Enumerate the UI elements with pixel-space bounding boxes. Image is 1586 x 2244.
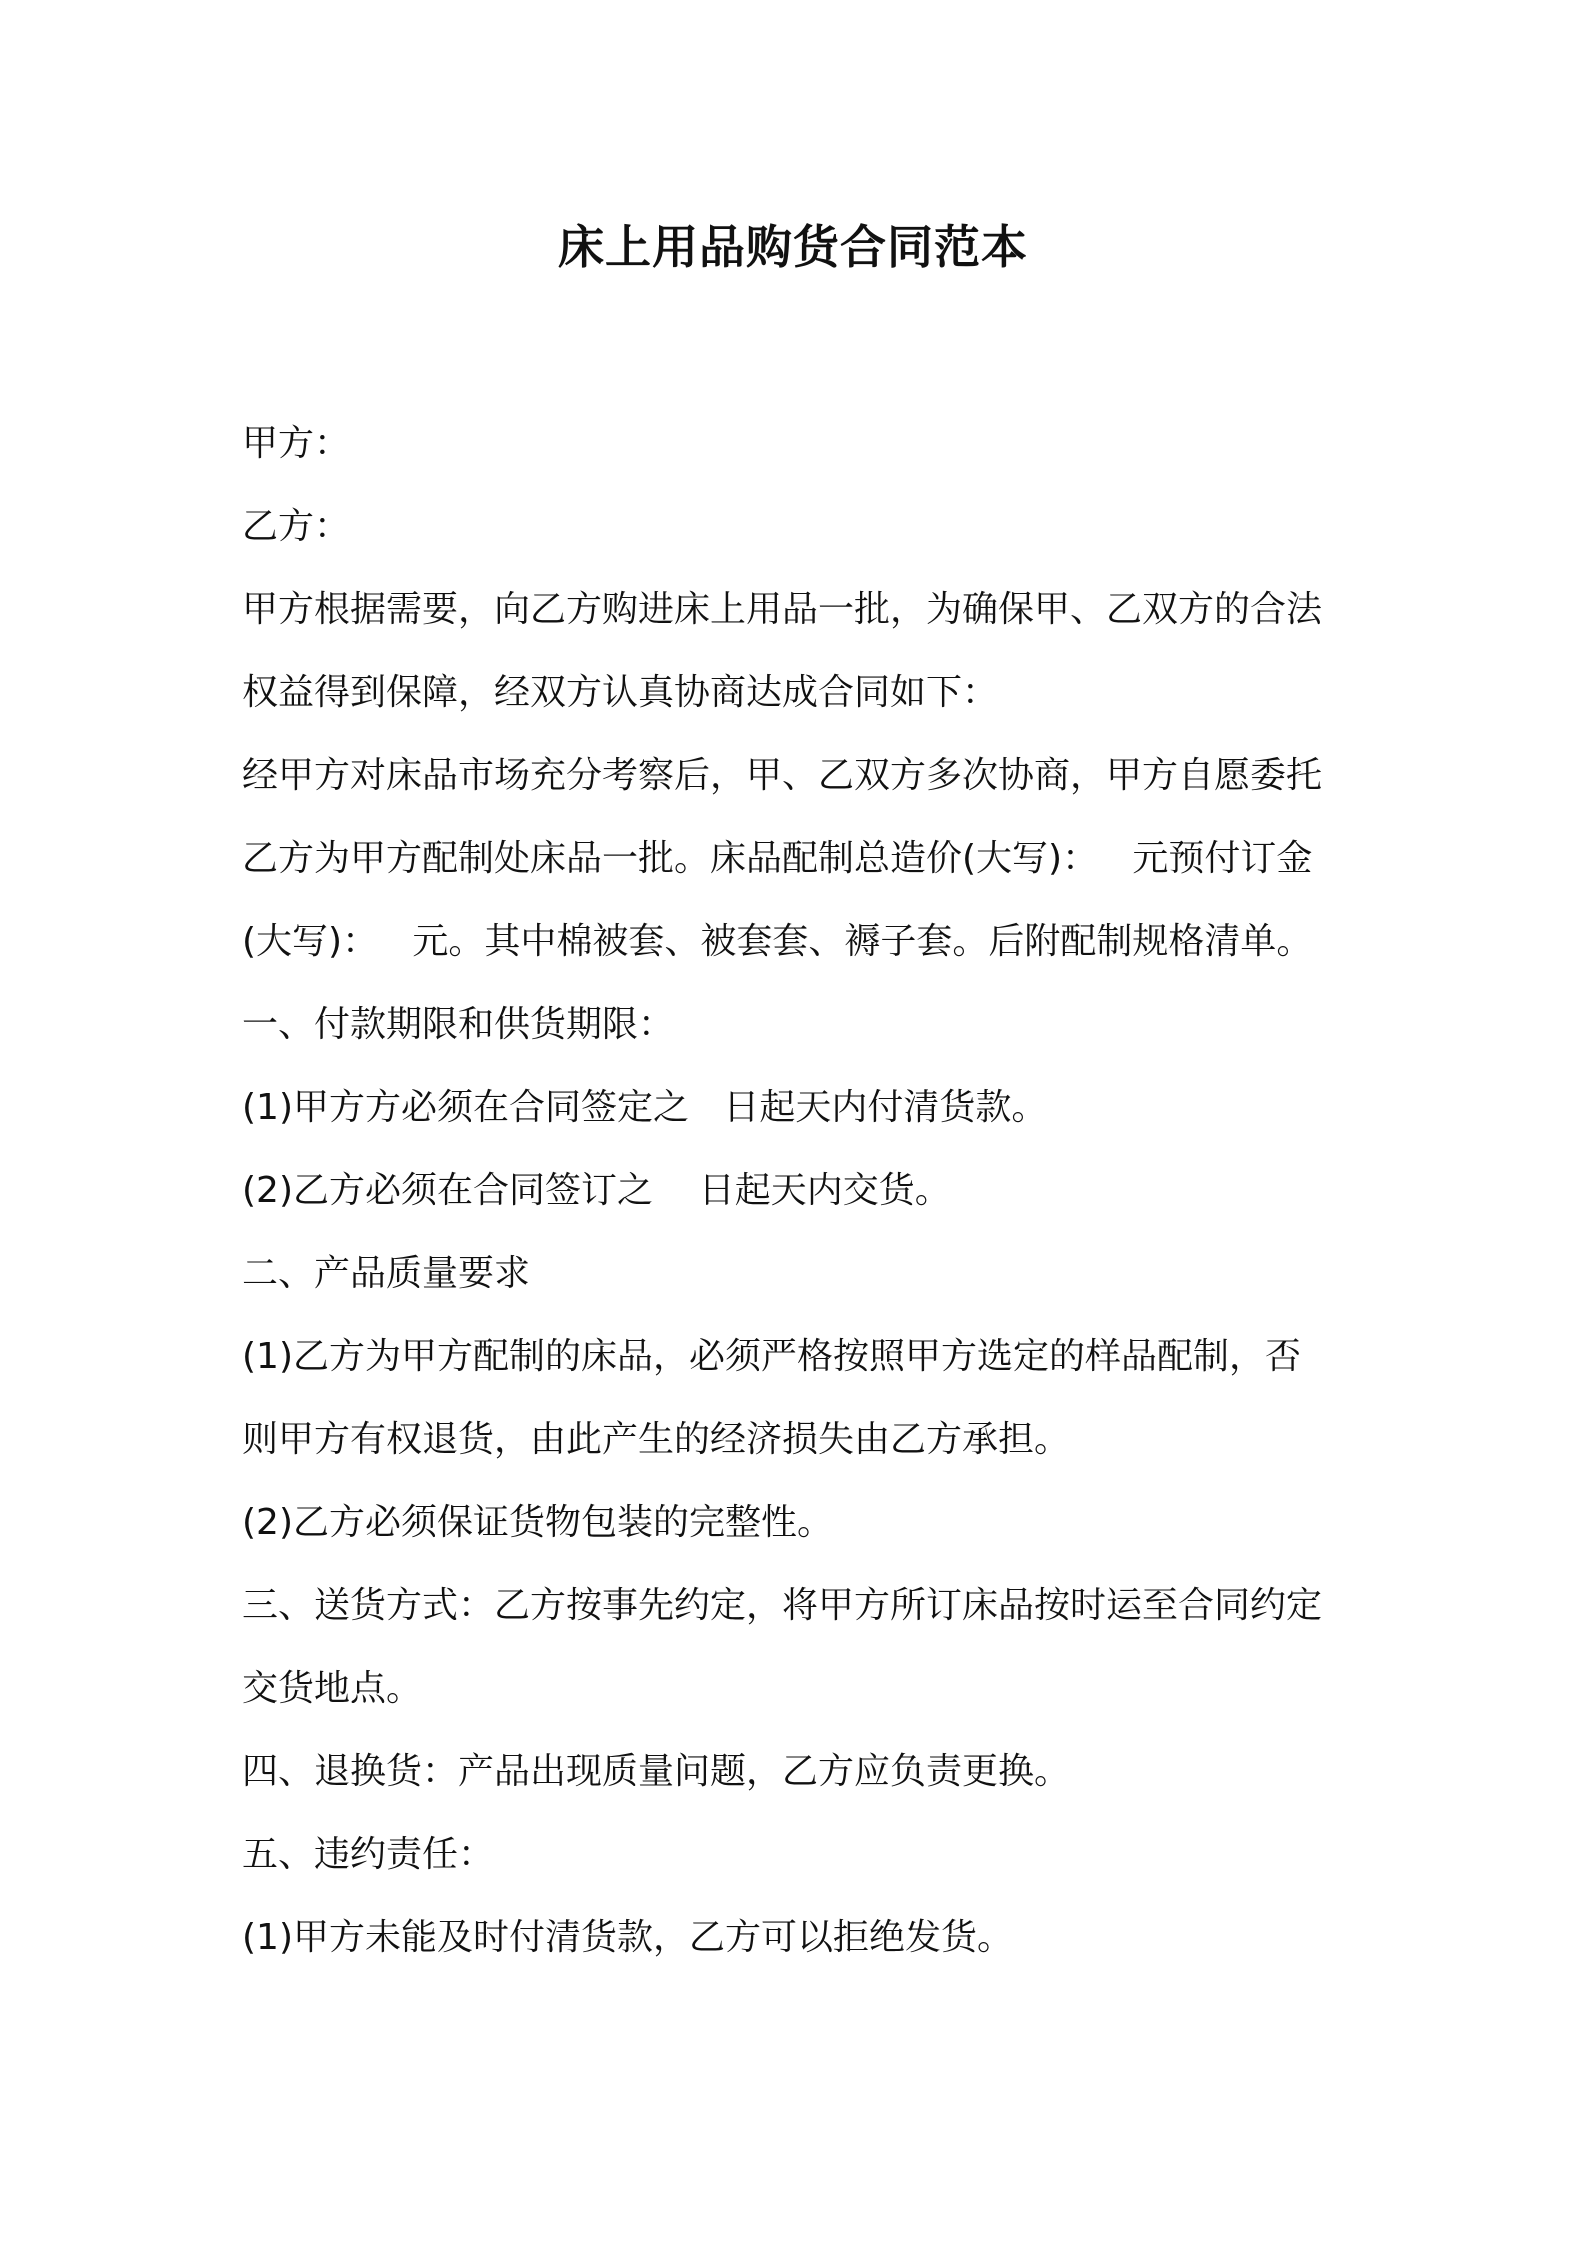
quality-clause-1-line-2: 则甲方有权退货，由此产生的经济损失由乙方承担。: [242, 1419, 1071, 1460]
terms-paragraph-line-1: 经甲方对床品市场充分考察后，甲、乙双方多次协商，甲方自愿委托: [242, 755, 1323, 796]
quality-clause-1-line-1: (1)乙方为甲方配制的床品，必须严格按照甲方选定的样品配制，否: [242, 1336, 1301, 1377]
return-exchange-clause: 四、退换货：产品出现质量问题，乙方应负责更换。: [242, 1751, 1071, 1792]
intro-paragraph-line-1: 甲方根据需要，向乙方购进床上用品一批，为确保甲、乙双方的合法: [242, 589, 1323, 630]
party-a-line: 甲方：: [242, 423, 351, 464]
quality-clause-2: (2)乙方必须保证货物包装的完整性。: [242, 1502, 833, 1543]
liability-clause-1: (1)甲方未能及时付清货款，乙方可以拒绝发货。: [242, 1917, 1013, 1958]
delivery-clause-line-1: 三、送货方式：乙方按事先约定，将甲方所订床品按时运至合同约定: [242, 1585, 1323, 1626]
section-heading-liability: 五、违约责任：: [242, 1834, 495, 1875]
delivery-clause-line-2: 交货地点。: [242, 1668, 423, 1709]
document-body: [242, 402, 1362, 1979]
party-b-line: 乙方：: [242, 506, 351, 547]
payment-clause-2: (2)乙方必须在合同签订之 日起天内交货。: [242, 1170, 951, 1211]
section-heading-payment: 一、付款期限和供货期限：: [242, 1004, 675, 1045]
terms-paragraph-line-2: 乙方为甲方配制处床品一批。床品配制总造价(大写)： 元预付订金: [242, 838, 1313, 879]
document-title: 床上用品购货合同范本: [558, 220, 1028, 274]
section-heading-quality: 二、产品质量要求: [242, 1253, 531, 1294]
terms-paragraph-line-3: (大写)： 元。其中棉被套、被套套、褥子套。后附配制规格清单。: [242, 921, 1313, 962]
intro-paragraph-line-2: 权益得到保障，经双方认真协商达成合同如下：: [242, 672, 999, 713]
payment-clause-1: (1)甲方方必须在合同签定之 日起天内付清货款。: [242, 1087, 1048, 1128]
